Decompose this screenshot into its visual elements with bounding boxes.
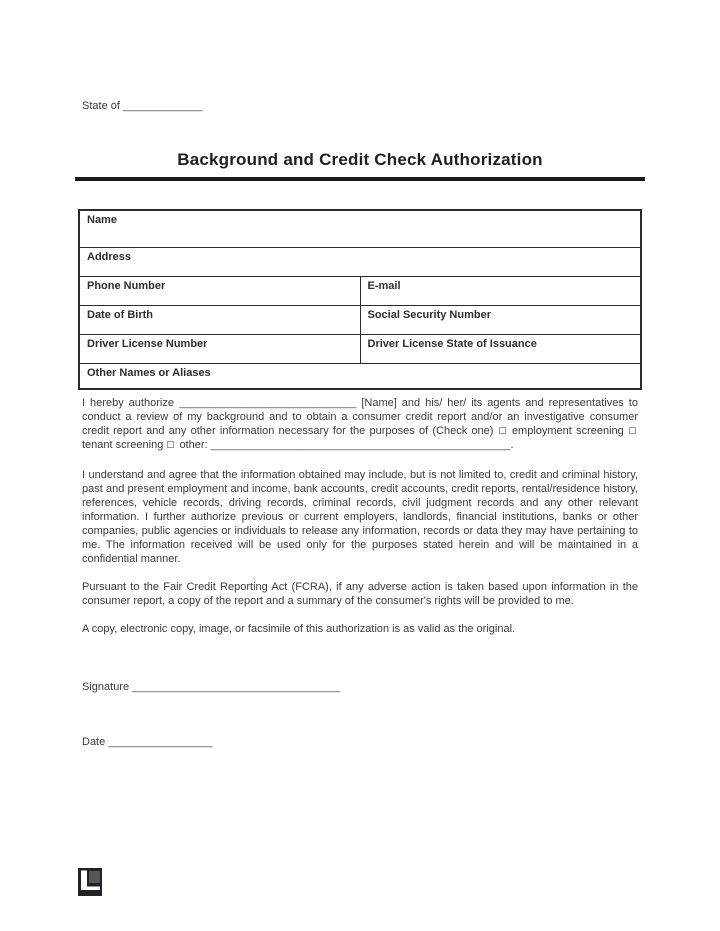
page-title: Background and Credit Check Authorization	[177, 150, 543, 169]
date-row	[82, 735, 638, 749]
legal-templates-logo-icon	[78, 867, 104, 897]
field-name[interactable]: Name	[79, 210, 641, 247]
other-purpose-blank[interactable]: _________________________________________________	[210, 439, 511, 451]
table-row	[79, 247, 641, 276]
information-scope-paragraph: I understand and agree that the information obtained may include, but is not limited to, credit and criminal history, past and present employment and income, bank accounts, credit accounts, credit reports, rental/residence history, references, vehicle records, driving records, criminal records, civil judgment records and any other relevant information. I further authorize previous or current employers, landlords, financial institutions, banks or other companies, public agencies or individuals to release any information, records or data they may have pertaining to me. The information received will be used only for the purposes stated herein and will be maintained in a confidential manner.	[82, 469, 638, 565]
table-row	[79, 276, 641, 305]
option-label-other: other:	[179, 439, 208, 451]
state-of-blank[interactable]: _____________	[122, 100, 203, 112]
authorize-body-text: [Name] and his/ her/ its agents and representatives to conduct a review of my background and to obtain a consumer credit report and/or an investigative consumer credit report and any other information necessary for the purposes of (Check one)	[82, 397, 638, 437]
table-row	[79, 305, 641, 334]
field-social-security-number[interactable]: Social Security Number	[360, 305, 641, 334]
option-label-employment-screening: employment screening	[511, 425, 624, 437]
field-driver-license-state[interactable]: Driver License State of Issuance	[360, 334, 641, 363]
sentence-period: .	[510, 439, 514, 451]
field-phone-number[interactable]: Phone Number	[79, 276, 360, 305]
signature-label: Signature	[82, 681, 130, 693]
option-label-tenant-screening: tenant screening	[82, 439, 164, 451]
authorize-lead-text: I hereby authorize	[82, 397, 174, 409]
field-email[interactable]: E-mail	[360, 276, 641, 305]
date-label: Date	[82, 736, 106, 748]
checkbox-employment-screening[interactable]	[499, 427, 506, 434]
applicant-info-table	[78, 209, 642, 390]
field-other-names-aliases[interactable]: Other Names or Aliases	[79, 363, 641, 389]
state-of-label: State of	[82, 100, 120, 112]
signature-blank[interactable]: __________________________________	[132, 681, 341, 693]
field-address[interactable]: Address	[79, 247, 641, 276]
field-driver-license-number[interactable]: Driver License Number	[79, 334, 360, 363]
title-underline-rule	[75, 177, 645, 181]
checkbox-other[interactable]	[167, 441, 174, 448]
field-date-of-birth[interactable]: Date of Birth	[79, 305, 360, 334]
authorization-paragraph	[82, 396, 638, 452]
table-row	[79, 334, 641, 363]
date-blank[interactable]: _________________	[108, 736, 213, 748]
signature-row	[82, 680, 638, 694]
table-row	[79, 210, 641, 247]
table-row	[79, 363, 641, 389]
checkbox-tenant-screening[interactable]	[629, 427, 636, 434]
copy-validity-paragraph: A copy, electronic copy, image, or facsimile of this authorization is as valid as the original.	[82, 623, 516, 635]
state-of-line	[82, 0, 638, 113]
fcra-notice-paragraph: Pursuant to the Fair Credit Reporting Act (FCRA), if any adverse action is taken based upon information in the consumer report, a copy of the report and a summary of the consumer's rights will be provided to me.	[82, 581, 638, 607]
authorized-name-blank[interactable]: _____________________________	[178, 397, 357, 409]
